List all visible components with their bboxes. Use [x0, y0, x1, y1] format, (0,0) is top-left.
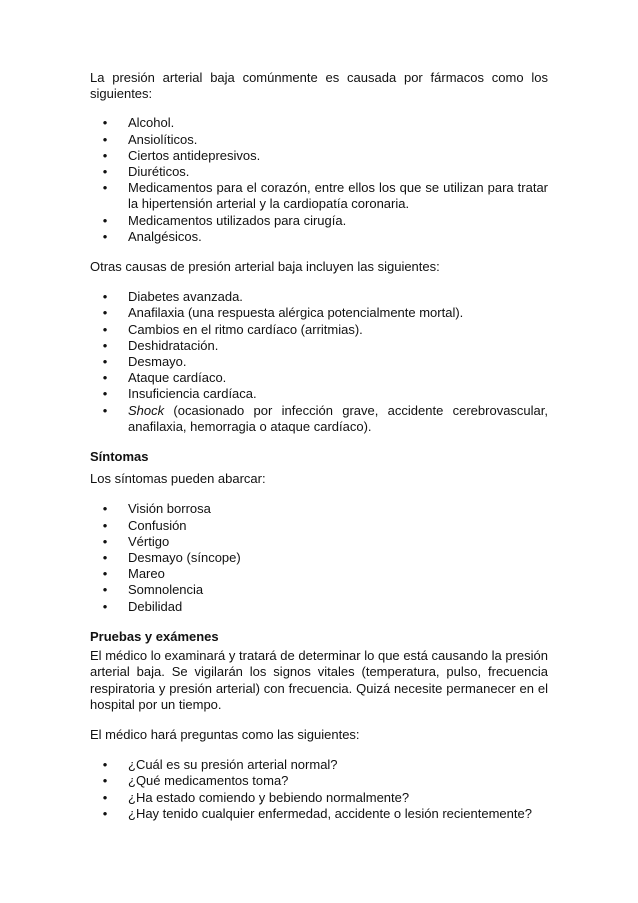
list-item: • Ciertos antidepresivos.	[90, 148, 548, 164]
symptoms-list	[90, 501, 548, 614]
shock-term: Shock	[128, 402, 165, 418]
drug-causes-list	[90, 115, 548, 245]
list-item: • Desmayo.	[90, 354, 548, 370]
bullet-icon: •	[102, 582, 108, 598]
bullet-icon: •	[102, 212, 108, 228]
bullet-icon: •	[102, 337, 108, 353]
list-item: • Cambios en el ritmo cardíaco (arritmias).	[90, 322, 548, 338]
other-causes-list	[90, 289, 548, 435]
list-item: • Anafilaxia (una respuesta alérgica potencialmente mortal).	[90, 305, 548, 321]
list-item: • Debilidad	[90, 599, 548, 615]
list-item: • Confusión	[90, 518, 548, 534]
bullet-icon: •	[102, 131, 108, 147]
list-item: • ¿Hay tenido cualquier enfermedad, accidente o lesión recientemente?	[90, 806, 548, 822]
bullet-icon: •	[102, 321, 108, 337]
bullet-icon: •	[102, 305, 108, 321]
list-item: • ¿Ha estado comiendo y bebiendo normalmente?	[90, 790, 548, 806]
symptoms-intro: Los síntomas pueden abarcar:	[90, 471, 266, 487]
list-item: • ¿Cuál es su presión arterial normal?	[90, 757, 548, 773]
list-item: • Insuficiencia cardíaca.	[90, 386, 548, 402]
list-item: • Ansiolíticos.	[90, 132, 548, 148]
tests-heading: Pruebas y exámenes	[90, 628, 219, 644]
list-item: • Ataque cardíaco.	[90, 370, 548, 386]
questions-intro: El médico hará preguntas como las siguientes:	[90, 726, 360, 742]
list-item: • Medicamentos para el corazón, entre ellos los que se utilizan para tratar la hipertensión arterial y la cardiopatía coronaria.	[90, 180, 548, 212]
list-item: • Analgésicos.	[90, 229, 548, 245]
list-item: • Diuréticos.	[90, 164, 548, 180]
bullet-icon: •	[102, 180, 108, 196]
bullet-icon: •	[102, 533, 108, 549]
questions-list	[90, 757, 548, 822]
bullet-icon: •	[102, 550, 108, 566]
list-item: • Desmayo (síncope)	[90, 550, 548, 566]
other-causes-intro: Otras causas de presión arterial baja incluyen las siguientes:	[90, 259, 440, 275]
bullet-icon: •	[102, 228, 108, 244]
bullet-icon: •	[102, 386, 108, 402]
bullet-icon: •	[102, 147, 108, 163]
bullet-icon: •	[102, 164, 108, 180]
list-item: • Vértigo	[90, 534, 548, 550]
drug-causes-intro: La presión arterial baja comúnmente es causada por fármacos como los siguientes:	[90, 70, 548, 102]
list-item: • Medicamentos utilizados para cirugía.	[90, 213, 548, 229]
list-item: • Alcohol.	[90, 115, 548, 131]
list-item: • ¿Qué medicamentos toma?	[90, 773, 548, 789]
bullet-icon: •	[102, 289, 108, 305]
bullet-icon: •	[102, 115, 108, 131]
bullet-icon: •	[102, 566, 108, 582]
document-page	[90, 70, 548, 822]
bullet-icon: •	[102, 789, 108, 805]
bullet-icon: •	[102, 773, 108, 789]
list-item: • Shock (ocasionado por infección grave, accidente cerebrovascular, anafilaxia, hemorragia o ataque cardíaco).	[90, 403, 548, 435]
list-item: • Diabetes avanzada.	[90, 289, 548, 305]
list-item: • Mareo	[90, 566, 548, 582]
bullet-icon: •	[102, 370, 108, 386]
list-item: • Visión borrosa	[90, 501, 548, 517]
list-item: • Deshidratación.	[90, 338, 548, 354]
bullet-icon: •	[102, 805, 108, 821]
bullet-icon: •	[102, 517, 108, 533]
bullet-icon: •	[102, 598, 108, 614]
bullet-icon: •	[102, 354, 108, 370]
symptoms-heading: Síntomas	[90, 449, 149, 465]
bullet-icon: •	[102, 757, 108, 773]
bullet-icon: •	[102, 402, 108, 418]
bullet-icon: •	[102, 501, 108, 517]
tests-paragraph: El médico lo examinará y tratará de determinar lo que está causando la presión arterial baja. Se vigilarán los signos vitales (temperatura, pulso, frecuencia respiratoria y presión arterial) con frecuencia. Quizá necesite permanecer en el hospital por un tiempo.	[90, 648, 548, 712]
list-item: • Somnolencia	[90, 582, 548, 598]
